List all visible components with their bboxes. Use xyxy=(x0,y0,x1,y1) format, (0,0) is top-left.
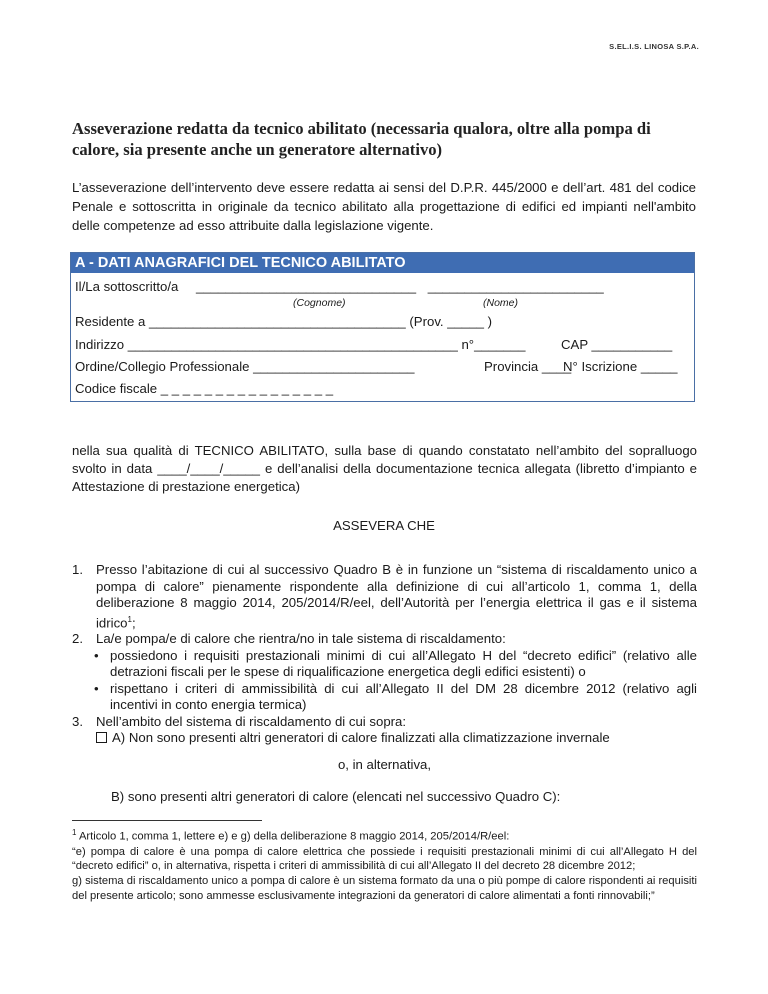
sottoscritto-row xyxy=(75,279,604,294)
list-item: 3. Nell’ambito del sistema di riscaldamento di cui sopra: xyxy=(72,713,407,729)
footnote xyxy=(72,826,697,904)
bullet-icon: • xyxy=(94,680,99,696)
assevera-heading: ASSEVERA CHE xyxy=(333,518,435,533)
option-b-label: B) sono presenti altri generatori di calore (elencati nel successivo Quadro C): xyxy=(111,789,561,805)
intro-paragraph: L’asseverazione dell’intervento deve essere redatta ai sensi del D.P.R. 445/2000 e dell’art. 481 del codice Penale e sottoscritta in originale da tecnico abilitato alla progettazione di edifici ed impianti nell'ambito delle competenze ad esso attribuite dalla legislazione vigente. xyxy=(72,180,696,233)
footnote-line: “e) pompa di calore è una pompa di calore elettrica che possiede i requisiti prestazionali minimi di cui all’Allegato H del “decreto edifici” o, in alternativa, rispetta i criteri di ammissibilità di cui all’Allegato II del decreto 28 dicembre 2012; xyxy=(72,845,697,873)
ordine-field[interactable]: Ordine/Collegio Professionale ______________________ xyxy=(75,359,415,374)
option-a-checkbox[interactable] xyxy=(96,732,107,743)
section-a-heading: A - DATI ANAGRAFICI DEL TECNICO ABILITATO xyxy=(71,253,694,273)
nome-field[interactable]: ________________________ xyxy=(427,279,604,294)
footnote-divider xyxy=(72,820,262,821)
bullet-item: • rispettano i criteri di ammissibilità di cui all’Allegato II del DM 28 dicembre 2012 (relativo agli incentivi in conto energia termica) xyxy=(94,680,697,713)
bullet-item: • possiedono i requisiti prestazionali minimi di cui all’Allegato H del “decreto edifici” (relativo alle detrazioni fiscali per le spese di riqualificazione energetica degli edifici esistenti) o xyxy=(94,647,697,680)
cognome-hint: (Cognome) xyxy=(293,297,346,309)
footnote-line: $^1$ Articolo 1, comma 1, lettere e) e g) della deliberazione 8 maggio 2014, 205/2014/R/eel: xyxy=(72,828,510,843)
nome-hint: (Nome) xyxy=(483,297,519,309)
option-a-row xyxy=(72,730,697,747)
residente-field[interactable]: Residente a ___________________________________ (Prov. _____ ) xyxy=(75,314,492,329)
list-item: 2. La/e pompa/e di calore che rientra/no in tale sistema di riscaldamento: xyxy=(72,631,506,647)
tecnico-paragraph: nella sua qualità di TECNICO ABILITATO, sulla base di quando constatato nell’ambito del sopralluogo svolto in data ____/____/_____ e dell’analisi della documentazione tecnica allegata (libretto d’impianto e Attestazione di prestazione energetica) xyxy=(72,443,697,494)
iscrizione-field[interactable]: N° Iscrizione _____ xyxy=(563,359,678,374)
cognome-field[interactable]: ______________________________ xyxy=(196,279,417,294)
list-item: 1. Presso l’abitazione di cui al successivo Quadro B è in funzione un “sistema di riscaldamento unico a pompa di calore” pienamente rispondente alla definizione di cui all’articolo 1, comma 1, della deliberazione 8 maggio 2014, 205/2014/R/eel, dell’Autorità per l’energia elettrica il gas e il sistema idrico$^1$; xyxy=(72,562,697,630)
footnote-line: g) sistema di riscaldamento unico a pompa di calore è un sistema formato da una o più pompe di calore rispondenti ai requisiti del presente articolo; sono ammesse esclusivamente integrazioni da generatori di calore alimentati a fonti rinnovabili;” xyxy=(72,875,697,902)
alternativa-text: o, in alternativa, xyxy=(337,756,432,772)
document-title: Asseverazione redatta da tecnico abilitato (necessaria qualora, oltre alla pompa di calore, sia presente anche un generatore alternativo) xyxy=(72,119,651,159)
option-a-label: A) Non sono presenti altri generatori di calore finalizzati alla climatizzazione invernale xyxy=(112,730,610,746)
codice-fiscale-field[interactable]: Codice fiscale _ _ _ _ _ _ _ _ _ _ _ _ _ _ _ _ xyxy=(75,381,334,396)
indirizzo-field[interactable]: Indirizzo _____________________________________________ n°_______ xyxy=(75,337,526,352)
section-a-box xyxy=(70,252,695,402)
provincia-field[interactable]: Provincia ____ xyxy=(484,359,572,374)
bullet-icon: • xyxy=(94,647,99,663)
assevera-list xyxy=(72,562,697,806)
footnote-ref[interactable]: 1 xyxy=(127,614,132,624)
company-header: S.EL.I.S. LINOSA S.P.A. xyxy=(609,42,699,51)
sottoscritto-label: Il/La sottoscritto/a xyxy=(75,279,179,294)
cap-field[interactable]: CAP ___________ xyxy=(561,337,673,352)
